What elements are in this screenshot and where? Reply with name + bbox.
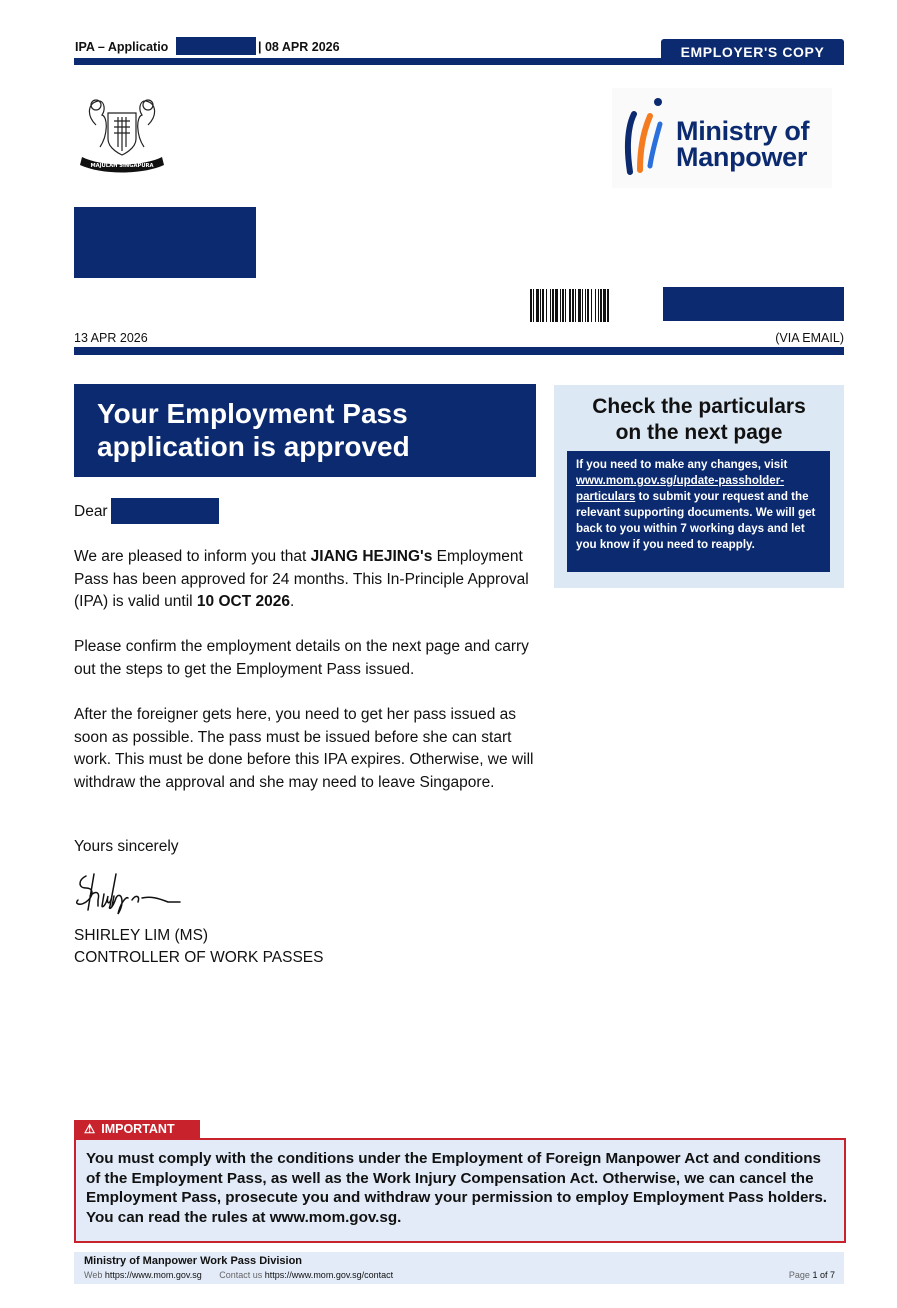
- p1-text-c: .: [289, 593, 295, 610]
- barcode-bar: [578, 289, 581, 322]
- barcode-bar: [536, 289, 539, 322]
- barcode-bar: [591, 289, 592, 322]
- divider-rule: [74, 347, 844, 355]
- barcode-bar: [552, 289, 554, 322]
- redaction-block: [176, 37, 256, 55]
- signatory-title: CONTROLLER OF WORK PASSES: [74, 949, 324, 966]
- barcode-bar: [569, 289, 571, 322]
- p1-text-a: We are pleased to inform you that: [74, 548, 311, 565]
- mom-logo-icon: [620, 96, 672, 176]
- barcode-bar: [565, 289, 566, 322]
- approval-paragraph: [74, 546, 539, 614]
- page-label: Page: [788, 1270, 810, 1280]
- page-indicator: [789, 1270, 835, 1280]
- p1-text-b: Employment Pass has been approved for 24 months. This In-Principle Approval (IPA) is valid until: [74, 548, 529, 610]
- singapore-crest-icon: [74, 95, 170, 173]
- letter-date: 13 APR 2026: [74, 331, 148, 345]
- signature-image: [72, 866, 197, 918]
- barcode-bar: [575, 289, 576, 322]
- footer-web-url[interactable]: https://www.mom.gov.sg: [104, 1270, 202, 1280]
- address-redaction: [74, 207, 256, 278]
- particulars-title-line1: Check the particulars: [592, 395, 806, 418]
- barcode-bar: [603, 289, 606, 322]
- confirm-paragraph: Please confirm the employment details on the next page and carry out the steps to get the Employment Pass issued.: [74, 638, 529, 678]
- name-redaction: [111, 498, 219, 524]
- barcode-bar: [540, 289, 541, 322]
- important-tab: [74, 1120, 200, 1139]
- barcode-bar: [530, 289, 532, 322]
- delivery-method: (VIA EMAIL): [775, 331, 844, 345]
- closing: Yours sincerely: [74, 838, 179, 855]
- barcode-bar: [555, 289, 558, 322]
- footer-links: [84, 1270, 393, 1280]
- barcode-redaction: [663, 287, 844, 321]
- barcode-bar: [572, 289, 574, 322]
- ipa-expiry-date: 10 OCT 2026: [196, 593, 290, 610]
- barcode-bar: [560, 289, 561, 322]
- barcode-bar: [582, 289, 583, 322]
- particulars-text-a: If you need to make any changes, visit: [576, 458, 788, 471]
- warning-icon: ⚠: [84, 1122, 96, 1136]
- footer-web-label: Web: [84, 1270, 103, 1280]
- update-particulars-link[interactable]: www.mom.gov.sg/update-passholder-particulars: [576, 474, 785, 503]
- mom-logo-line1: Ministry of: [676, 116, 810, 146]
- barcode: [530, 289, 663, 322]
- particulars-title-line2: on the next page: [615, 421, 783, 444]
- page-number: 1 of 7: [812, 1270, 835, 1280]
- footer-contact-label: Contact us: [219, 1270, 263, 1280]
- signatory-block: [74, 925, 323, 969]
- signatory-name: SHIRLEY LIM (MS): [74, 927, 209, 944]
- barcode-bar: [533, 289, 534, 322]
- barcode-bar: [587, 289, 589, 322]
- crest-motto: MAJULAH SINGAPURA: [90, 163, 154, 169]
- important-label: IMPORTANT: [101, 1122, 175, 1136]
- mom-logo-text: [676, 118, 809, 170]
- letter-title: [97, 397, 527, 463]
- barcode-bar: [550, 289, 551, 322]
- barcode-bar: [546, 289, 547, 322]
- particulars-text: [576, 457, 824, 553]
- title-line1: Your Employment Pass: [97, 398, 408, 429]
- important-text: You must comply with the conditions under the Employment of Foreign Manpower Act and conditions of the Employment Pass, as well as the Work Injury Compensation Act. Otherwise, we can cancel the Employment Pass, prosecute you and withdraw your permission to employ Employment Pass holders. You can read the rules at www.mom.gov.sg.: [86, 1150, 827, 1226]
- barcode-bar: [595, 289, 596, 322]
- particulars-title: [554, 394, 844, 446]
- arrival-paragraph: After the foreigner gets here, you need to get her pass issued as soon as possible. The pass must be issued before she can start work. This must be done before this IPA expires. Otherwise, we will withdraw the approval and she may need to leave Singapore.: [74, 706, 534, 791]
- barcode-bar: [542, 289, 544, 322]
- particulars-text-b: to submit your request and the relevant supporting documents. We will get back to you within 7 working days and let you know if you need to reapply.: [576, 490, 816, 551]
- barcode-bar: [598, 289, 599, 322]
- salutation: Dear: [74, 503, 108, 520]
- barcode-bar: [585, 289, 586, 322]
- footer-org: Ministry of Manpower Work Pass Division: [84, 1255, 303, 1267]
- footer-contact-url[interactable]: https://www.mom.gov.sg/contact: [264, 1270, 394, 1280]
- mom-logo-line2: Manpower: [676, 142, 808, 172]
- passholder-name: JIANG HEJING's: [310, 548, 433, 565]
- header-date: | 08 APR 2026: [258, 40, 340, 54]
- barcode-bar: [600, 289, 602, 322]
- title-line2: application is approved: [97, 431, 410, 462]
- application-ref: IPA – Applicatio: [75, 40, 169, 54]
- employer-copy-tab: EMPLOYER'S COPY: [661, 39, 844, 65]
- barcode-bar: [607, 289, 609, 322]
- barcode-bar: [562, 289, 564, 322]
